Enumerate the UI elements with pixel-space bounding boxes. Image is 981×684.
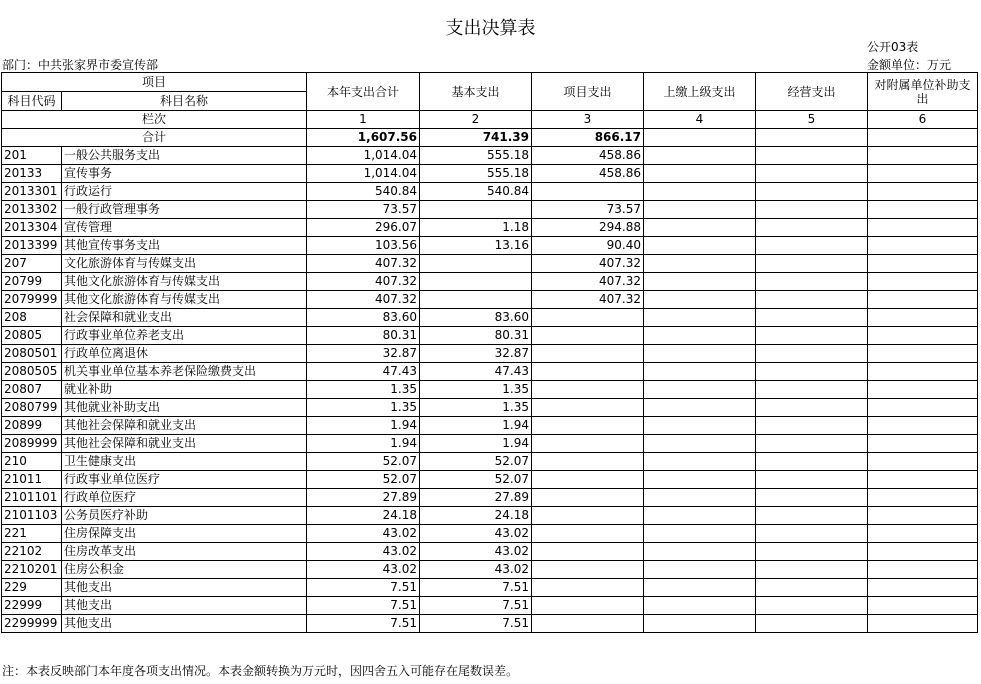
table-row	[2, 381, 978, 399]
row-code: 20805	[2, 327, 62, 345]
row-basic: 80.31	[420, 327, 532, 345]
row-code: 221	[2, 525, 62, 543]
sum-business	[756, 129, 868, 147]
table-row	[2, 363, 978, 381]
row-subsidy	[868, 417, 978, 435]
row-upper	[644, 363, 756, 381]
row-name: 其他就业补助支出	[62, 399, 307, 417]
row-total: 1.35	[307, 381, 420, 399]
row-code: 20799	[2, 273, 62, 291]
row-upper	[644, 345, 756, 363]
table-row	[2, 579, 978, 597]
row-basic: 1.94	[420, 417, 532, 435]
row-name: 卫生健康支出	[62, 453, 307, 471]
row-project	[532, 381, 644, 399]
row-upper	[644, 273, 756, 291]
row-basic: 1.35	[420, 381, 532, 399]
row-subsidy	[868, 381, 978, 399]
row-upper	[644, 381, 756, 399]
row-name: 宣传管理	[62, 219, 307, 237]
row-code: 2089999	[2, 435, 62, 453]
row-basic: 43.02	[420, 525, 532, 543]
column-number: 5	[756, 111, 868, 129]
row-code: 201	[2, 147, 62, 165]
row-code: 22102	[2, 543, 62, 561]
table-row	[2, 327, 978, 345]
row-name: 行政单位离退休	[62, 345, 307, 363]
row-code: 20807	[2, 381, 62, 399]
table-row	[2, 435, 978, 453]
header-subsidy: 对附属单位补助支出	[868, 73, 978, 111]
row-name: 其他文化旅游体育与传媒支出	[62, 273, 307, 291]
row-subsidy	[868, 345, 978, 363]
column-number: 1	[307, 111, 420, 129]
row-basic: 13.16	[420, 237, 532, 255]
row-basic: 7.51	[420, 597, 532, 615]
row-business	[756, 327, 868, 345]
sum-subsidy	[868, 129, 978, 147]
row-project	[532, 471, 644, 489]
row-upper	[644, 525, 756, 543]
row-code: 2013399	[2, 237, 62, 255]
row-subsidy	[868, 201, 978, 219]
row-name: 住房改革支出	[62, 543, 307, 561]
row-upper	[644, 615, 756, 633]
row-name: 其他支出	[62, 597, 307, 615]
row-total: 24.18	[307, 507, 420, 525]
row-name: 住房公积金	[62, 561, 307, 579]
row-upper	[644, 237, 756, 255]
row-subsidy	[868, 525, 978, 543]
row-project	[532, 435, 644, 453]
row-name: 一般公共服务支出	[62, 147, 307, 165]
row-subsidy	[868, 147, 978, 165]
row-basic: 43.02	[420, 543, 532, 561]
table-row	[2, 237, 978, 255]
row-code: 2013301	[2, 183, 62, 201]
table-row	[2, 147, 978, 165]
row-project	[532, 525, 644, 543]
row-code: 2013304	[2, 219, 62, 237]
table-row	[2, 165, 978, 183]
header-total: 本年支出合计	[307, 73, 420, 111]
unit-label: 金额单位：万元	[867, 58, 952, 72]
row-subsidy	[868, 507, 978, 525]
row-business	[756, 255, 868, 273]
row-business	[756, 183, 868, 201]
row-code: 207	[2, 255, 62, 273]
row-code: 20899	[2, 417, 62, 435]
sum-basic: 741.39	[420, 129, 532, 147]
row-business	[756, 579, 868, 597]
table-row	[2, 507, 978, 525]
row-upper	[644, 435, 756, 453]
row-basic: 24.18	[420, 507, 532, 525]
row-project	[532, 507, 644, 525]
table-row	[2, 255, 978, 273]
row-subsidy	[868, 399, 978, 417]
row-subsidy	[868, 453, 978, 471]
row-total: 73.57	[307, 201, 420, 219]
column-number-row	[2, 111, 978, 129]
row-basic: 1.94	[420, 435, 532, 453]
row-project	[532, 399, 644, 417]
row-project: 458.86	[532, 165, 644, 183]
row-subsidy	[868, 489, 978, 507]
row-subsidy	[868, 615, 978, 633]
row-total: 407.32	[307, 291, 420, 309]
row-code: 210	[2, 453, 62, 471]
table-row	[2, 219, 978, 237]
row-code: 208	[2, 309, 62, 327]
row-name: 其他社会保障和就业支出	[62, 435, 307, 453]
row-name: 其他社会保障和就业支出	[62, 417, 307, 435]
row-name: 住房保障支出	[62, 525, 307, 543]
row-total: 1.94	[307, 435, 420, 453]
row-subsidy	[868, 165, 978, 183]
row-code: 2101101	[2, 489, 62, 507]
row-code: 2080501	[2, 345, 62, 363]
table-row	[2, 489, 978, 507]
row-basic: 52.07	[420, 471, 532, 489]
row-project	[532, 597, 644, 615]
header-upper: 上缴上级支出	[644, 73, 756, 111]
row-business	[756, 237, 868, 255]
table-row	[2, 273, 978, 291]
row-subsidy	[868, 237, 978, 255]
row-business	[756, 363, 868, 381]
row-total: 43.02	[307, 561, 420, 579]
table-row	[2, 417, 978, 435]
header-row-1	[2, 73, 978, 92]
row-total: 52.07	[307, 471, 420, 489]
row-project	[532, 345, 644, 363]
row-project	[532, 309, 644, 327]
row-subsidy	[868, 219, 978, 237]
row-upper	[644, 147, 756, 165]
row-project	[532, 183, 644, 201]
table-row	[2, 399, 978, 417]
row-total: 1.35	[307, 399, 420, 417]
row-upper	[644, 327, 756, 345]
table-row	[2, 561, 978, 579]
sum-label: 合计	[2, 129, 307, 147]
row-business	[756, 615, 868, 633]
row-total: 80.31	[307, 327, 420, 345]
row-business	[756, 381, 868, 399]
row-total: 43.02	[307, 543, 420, 561]
table-row	[2, 291, 978, 309]
row-project: 458.86	[532, 147, 644, 165]
row-basic: 32.87	[420, 345, 532, 363]
column-number: 2	[420, 111, 532, 129]
row-basic: 47.43	[420, 363, 532, 381]
row-basic	[420, 201, 532, 219]
table-row	[2, 525, 978, 543]
row-business	[756, 417, 868, 435]
row-upper	[644, 309, 756, 327]
row-basic: 83.60	[420, 309, 532, 327]
row-business	[756, 471, 868, 489]
row-subsidy	[868, 579, 978, 597]
row-upper	[644, 561, 756, 579]
row-subsidy	[868, 363, 978, 381]
row-upper	[644, 399, 756, 417]
row-project	[532, 327, 644, 345]
row-upper	[644, 219, 756, 237]
row-total: 7.51	[307, 597, 420, 615]
row-code: 22999	[2, 597, 62, 615]
row-business	[756, 219, 868, 237]
row-business	[756, 525, 868, 543]
row-code: 2079999	[2, 291, 62, 309]
row-project: 90.40	[532, 237, 644, 255]
header-basic: 基本支出	[420, 73, 532, 111]
row-total: 407.32	[307, 273, 420, 291]
row-upper	[644, 579, 756, 597]
row-total: 103.56	[307, 237, 420, 255]
row-upper	[644, 201, 756, 219]
footnote: 注：本表反映部门本年度各项支出情况。本表金额转换为万元时，因四舍五入可能存在尾数误差。	[2, 664, 519, 678]
row-total: 1,014.04	[307, 147, 420, 165]
column-number-label: 栏次	[2, 111, 307, 129]
row-total: 47.43	[307, 363, 420, 381]
header-item: 项目	[2, 73, 307, 92]
row-basic: 1.18	[420, 219, 532, 237]
sum-row	[2, 129, 978, 147]
row-upper	[644, 471, 756, 489]
row-upper	[644, 453, 756, 471]
row-total: 540.84	[307, 183, 420, 201]
row-name: 一般行政管理事务	[62, 201, 307, 219]
row-business	[756, 309, 868, 327]
row-project	[532, 615, 644, 633]
row-business	[756, 273, 868, 291]
row-project	[532, 417, 644, 435]
row-business	[756, 165, 868, 183]
row-business	[756, 435, 868, 453]
row-upper	[644, 489, 756, 507]
column-number: 4	[644, 111, 756, 129]
table-row	[2, 543, 978, 561]
row-total: 32.87	[307, 345, 420, 363]
row-name: 行政事业单位养老支出	[62, 327, 307, 345]
row-business	[756, 147, 868, 165]
row-name: 机关事业单位基本养老保险缴费支出	[62, 363, 307, 381]
row-name: 行政事业单位医疗	[62, 471, 307, 489]
row-upper	[644, 291, 756, 309]
row-total: 407.32	[307, 255, 420, 273]
row-code: 2299999	[2, 615, 62, 633]
row-code: 2080505	[2, 363, 62, 381]
sum-total: 1,607.56	[307, 129, 420, 147]
row-subsidy	[868, 471, 978, 489]
table-row	[2, 201, 978, 219]
row-total: 7.51	[307, 579, 420, 597]
row-basic: 27.89	[420, 489, 532, 507]
row-project	[532, 579, 644, 597]
row-basic: 555.18	[420, 165, 532, 183]
row-business	[756, 345, 868, 363]
table-row	[2, 597, 978, 615]
row-code: 21011	[2, 471, 62, 489]
row-business	[756, 489, 868, 507]
table-row	[2, 615, 978, 633]
row-subsidy	[868, 597, 978, 615]
row-upper	[644, 507, 756, 525]
row-subsidy	[868, 183, 978, 201]
row-project	[532, 543, 644, 561]
header-name: 科目名称	[62, 92, 307, 111]
row-basic	[420, 291, 532, 309]
row-upper	[644, 597, 756, 615]
row-code: 2013302	[2, 201, 62, 219]
row-project: 407.32	[532, 255, 644, 273]
row-subsidy	[868, 561, 978, 579]
row-project: 73.57	[532, 201, 644, 219]
row-basic: 52.07	[420, 453, 532, 471]
row-business	[756, 453, 868, 471]
row-basic: 540.84	[420, 183, 532, 201]
row-name: 公务员医疗补助	[62, 507, 307, 525]
row-name: 其他宣传事务支出	[62, 237, 307, 255]
row-business	[756, 543, 868, 561]
row-code: 2210201	[2, 561, 62, 579]
row-business	[756, 507, 868, 525]
row-project	[532, 561, 644, 579]
header-project: 项目支出	[532, 73, 644, 111]
table-row	[2, 309, 978, 327]
row-project	[532, 453, 644, 471]
row-basic: 43.02	[420, 561, 532, 579]
row-code: 229	[2, 579, 62, 597]
row-code: 2080799	[2, 399, 62, 417]
row-basic	[420, 255, 532, 273]
row-total: 1,014.04	[307, 165, 420, 183]
row-business	[756, 291, 868, 309]
row-project	[532, 489, 644, 507]
row-total: 52.07	[307, 453, 420, 471]
row-subsidy	[868, 309, 978, 327]
row-code: 2101103	[2, 507, 62, 525]
table-row	[2, 345, 978, 363]
sum-upper	[644, 129, 756, 147]
row-basic: 555.18	[420, 147, 532, 165]
row-project: 407.32	[532, 291, 644, 309]
row-subsidy	[868, 255, 978, 273]
row-subsidy	[868, 327, 978, 345]
row-total: 7.51	[307, 615, 420, 633]
row-total: 43.02	[307, 525, 420, 543]
row-name: 行政单位医疗	[62, 489, 307, 507]
column-number: 3	[532, 111, 644, 129]
row-upper	[644, 417, 756, 435]
row-subsidy	[868, 291, 978, 309]
page-title: 支出决算表	[445, 18, 536, 39]
row-subsidy	[868, 435, 978, 453]
row-project: 294.88	[532, 219, 644, 237]
table-row	[2, 453, 978, 471]
row-project: 407.32	[532, 273, 644, 291]
department-label: 部门：中共张家界市委宣传部	[2, 58, 159, 72]
row-business	[756, 561, 868, 579]
row-total: 27.89	[307, 489, 420, 507]
row-name: 社会保障和就业支出	[62, 309, 307, 327]
row-upper	[644, 255, 756, 273]
row-business	[756, 399, 868, 417]
row-name: 文化旅游体育与传媒支出	[62, 255, 307, 273]
expenditure-table	[1, 72, 978, 633]
row-basic: 7.51	[420, 579, 532, 597]
row-project	[532, 363, 644, 381]
row-name: 其他支出	[62, 579, 307, 597]
row-code: 20133	[2, 165, 62, 183]
sum-project: 866.17	[532, 129, 644, 147]
column-number: 6	[868, 111, 978, 129]
row-total: 1.94	[307, 417, 420, 435]
row-business	[756, 201, 868, 219]
row-basic: 7.51	[420, 615, 532, 633]
form-code: 公开03表	[867, 40, 919, 54]
header-business: 经营支出	[756, 73, 868, 111]
row-basic	[420, 273, 532, 291]
row-business	[756, 597, 868, 615]
row-name: 行政运行	[62, 183, 307, 201]
row-total: 83.60	[307, 309, 420, 327]
row-upper	[644, 165, 756, 183]
row-name: 宣传事务	[62, 165, 307, 183]
row-upper	[644, 183, 756, 201]
row-subsidy	[868, 273, 978, 291]
table-row	[2, 183, 978, 201]
row-name: 就业补助	[62, 381, 307, 399]
row-subsidy	[868, 543, 978, 561]
table-row	[2, 471, 978, 489]
row-basic: 1.35	[420, 399, 532, 417]
row-upper	[644, 543, 756, 561]
header-code: 科目代码	[2, 92, 62, 111]
row-total: 296.07	[307, 219, 420, 237]
row-name: 其他文化旅游体育与传媒支出	[62, 291, 307, 309]
row-name: 其他支出	[62, 615, 307, 633]
